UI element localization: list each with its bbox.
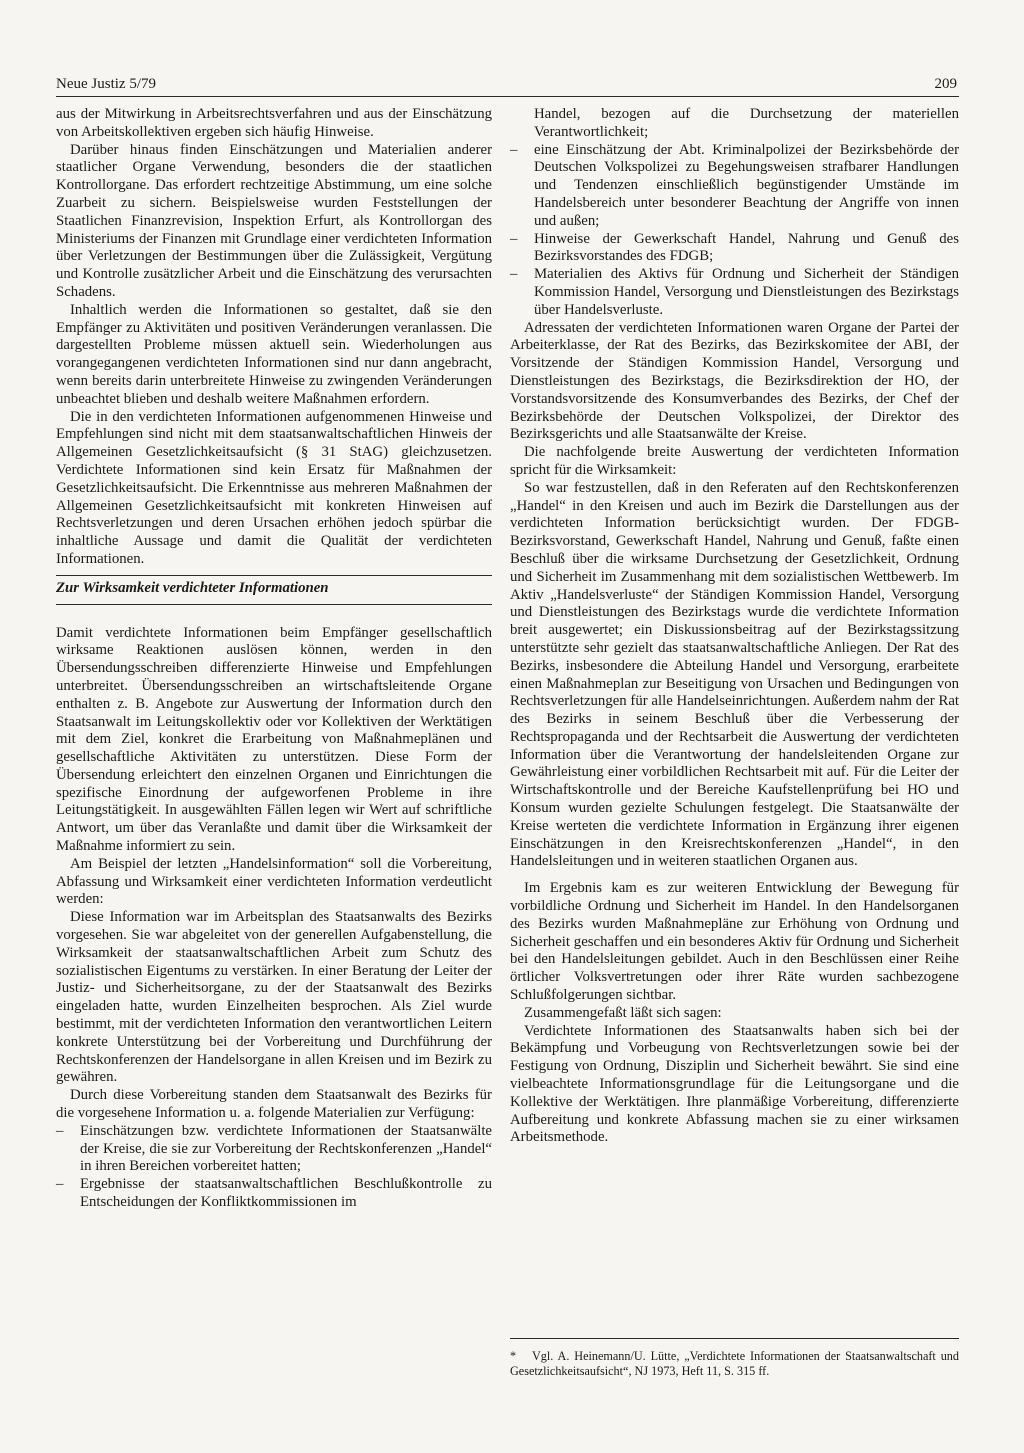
page-number: 209 [934,76,957,92]
paragraph: Diese Information war im Arbeitsplan des Staatsanwalts des Bezirks vorgesehen. Sie war abgeleitet von der generellen Aufgabenstellung, die Wirksamkeit der staatsanwaltschaftlichen Arbeit zum Schutz des sozialistischen Eigentums zu verstärken. In einer Beratung der Leiter der Justiz- und Sicherheitsorgane, zu der der Staatsanwalt des Bezirks eingeladen hatte, wurden Einzelheiten besprochen. Als Ziel wurde bestimmt, mit der verdichteten Information den verantwortlichen Leitern konkrete Unterstützung bei der Vorbereitung und Durchführung der Rechtskonferenzen der Handelsorgane in allen Kreisen und im Bezirk zu gewähren. [56,909,492,1086]
paragraph: Im Ergebnis kam es zur weiteren Entwicklung der Bewegung für vorbildliche Ordnung und Sicherheit im Handel. In den Handelsorganen des Bezirks wurden Maßnahmepläne zur Erhöhung von Ordnung und Sicherheit geschaffen und ein besonderes Aktiv für Ordnung und Sicherheit bei den Handelsleitungen gebildet. Auch in den Beschlüssen einer Reihe örtlicher Volksvertretungen oder ihrer Räte wurden sachbezogene Schlußfolgerungen sichtbar. [510,880,959,1004]
list-item: – Ergebnisse der staatsanwaltschaftlichen Beschlußkontrolle zu Entscheidungen der Konfliktkommissionen im [56,1176,492,1212]
paragraph: Am Beispiel der letzten „Handelsinformation“ soll die Vorbereitung, Abfassung und Wirksamkeit einer verdichteten Information verdeutlicht werden: [56,855,492,908]
left-column [56,106,492,1212]
paragraph: Adressaten der verdichteten Informationen waren Organe der Partei der Arbeiterklasse, der Rat des Bezirks, das Bezirkskomitee der ABI, der Vorsitzende der Ständigen Kommission Handel, Versorgung und Dienstleistungen des Bezirkstags, die Bezirksdirektion der HO, der Vorstandsvorsitzende des Konsumverbandes des Bezirks, der Chef der Bezirksbehörde der Deutschen Volkspolizei, der Direktor des Bezirksgerichts und alle Staatsanwälte der Kreise. [510,319,959,443]
section-heading: Zur Wirksamkeit verdichteter Informationen [56,576,492,605]
paragraph: Die nachfolgende breite Auswertung der verdichteten Information spricht für die Wirksamkeit: [510,444,959,478]
footnote-marker: * [510,1349,517,1363]
page-header [56,74,959,97]
paragraph: Verdichtete Informationen des Staatsanwalts haben sich bei der Bekämpfung und Vorbeugung von Rechtsverletzungen sowie bei der Festigung von Ordnung, Disziplin und Sicherheit bewährt. Sie sind eine vielbeachtete Informationsgrundlage für die Leitungsorgane und die Kollektive der Werktätigen. Ihre planmäßige Vorbereitung, differenzierte Aufbereitung und konkrete Abfassung machen sie zu einer wirksamen Arbeitsmethode. [510,1022,959,1146]
list-item: – Hinweise der Gewerkschaft Handel, Nahrung und Genuß des Bezirksvorstandes des FDGB; [510,231,959,267]
paragraph: Inhaltlich werden die Informationen so gestaltet, daß sie den Empfänger zu Aktivitäten und positiven Veränderungen veranlassen. Die dargestellten Probleme müssen aktuell sein. Wiederholungen aus vorangegangenen verdichteten Informationen sind nur dann angebracht, wenn bereits darin unterbreitete Hinweise zu zwingenden Veränderungen unbeachtet blieben und deshalb weitere Maßnahmen erfordern. [56,301,492,407]
paragraph: Damit verdichtete Informationen beim Empfänger gesellschaftlich wirksame Reaktionen auslösen können, werden in den Übersendungsschreiben differenzierte Hinweise und Empfehlungen unterbreitet. Übersendungsschreiben an wirtschaftsleitende Organe enthalten z. B. Angebote zur Auswertung der Information durch den Staatsanwalt im Leitungskollektiv oder vor Kollektiven der Werktätigen mit dem Ziel, konkret die Erarbeitung von Maßnahmeplänen und gesellschaftliche Aktivitäten zu unterstützen. Diese Form der Übersendung erleichtert den einzelnen Organen und Einrichtungen die spezifische Einordnung der aufgeworfenen Probleme in ihre Leitungstätigkeit. In ausgewählten Fällen legen wir Wert auf schriftliche Antwort, um über das Veranlaßte und damit über die Wirksamkeit der Maßnahme informiert zu sein. [56,624,492,855]
journal-page [56,74,959,1378]
spacer [510,871,959,880]
list-item: – Materialien des Aktivs für Ordnung und Sicherheit der Ständigen Kommission Handel, Versorgung und Dienstleistungen des Bezirkstags über Handelsverluste. [510,266,959,319]
paragraph: Zusammengefaßt läßt sich sagen: [524,1004,722,1021]
footnote-text: Vgl. A. Heinemann/U. Lütte, „Verdichtete Informationen der Staatsanwaltschaft und Gesetzlichkeitsaufsicht“, NJ 1973, Heft 11, S. 315 ff. [510,1349,959,1378]
paragraph: Darüber hinaus finden Einschätzungen und Materialien anderer staatlicher Organe Verwendung, besonders die der staatlichen Kontrollorgane. Das erfordert rechtzeitige Abstimmung, um eine solche Zuarbeit zu sichern. Beispielsweise wurden Feststellungen der Staatlichen Finanzrevision, Inspektion Erfurt, als Kontrollorgan des Ministeriums der Finanzen mit Grundlage einer verdichteten Information über Verletzungen der Bestimmungen über die Zulässigkeit, Vergütung und Kontrolle zusätzlicher Arbeit und die Einschätzung des verursachten Schadens. [56,141,492,300]
list-item: – eine Einschätzung der Abt. Kriminalpolizei der Bezirksbehörde der Deutschen Volkspolizei zu Begehungsweisen strafbarer Handlungen und Tendenzen einschließlich begünstigender Umstände im Handelsbereich unter besonderer Beachtung der Angriffe von innen und außen; [510,142,959,231]
list-item: – Einschätzungen bzw. verdichtete Informationen der Staatsanwälte der Kreise, die sie zur Vorbereitung der Rechtskonferenzen „Handel“ in ihren Bereichen vorbereitet hatten; [56,1123,492,1176]
materials-list-continued [510,142,959,320]
paragraph: Die in den verdichteten Informationen aufgenommenen Hinweise und Empfehlungen sind nicht mit dem staatsanwaltschaftlichen Hinweis der Allgemeinen Gesetzlichkeitsaufsicht (§ 31 StAG) gleichzusetzen. Verdichtete Informationen sind kein Ersatz für Maßnahmen der Gesetzlichkeitsaufsicht. Die Erkenntnisse aus mehreren Maßnahmen der Allgemeinen Gesetzlichkeitsaufsicht mit konkreten Hinweisen auf Rechtsverletzungen und deren Ursachen erhöhen jedoch spürbar die inhaltliche Aussage und damit die Qualität der verdichteten Informationen. [56,408,492,567]
footnote [510,1338,959,1379]
journal-title: Neue Justiz 5/79 [56,76,156,92]
list-continuation: Handel, bezogen auf die Durchsetzung der materiellen Verantwortlichkeit; [534,106,959,140]
paragraph: aus der Mitwirkung in Arbeitsrechtsverfahren und aus der Einschätzung von Arbeitskollektiven ergeben sich häufig Hinweise. [56,106,492,140]
paragraph: Durch diese Vorbereitung standen dem Staatsanwalt des Bezirks für die vorgesehene Information u. a. folgende Materialien zur Verfügung: [56,1087,492,1122]
materials-list [56,1123,492,1212]
right-column [510,106,959,1147]
paragraph: So war festzustellen, daß in den Referaten auf den Rechtskonferenzen „Handel“ in den Kreisen und auch im Bezirk die Darstellungen aus der verdichteten Information berücksichtigt wurden. Der FDGB-Bezirksvorstand, Gewerkschaft Handel, Nahrung und Genuß, faßte einen Beschluß über die wirksame Durchsetzung der Gesetzlichkeit, Ordnung und Sicherheit im Zusammenhang mit dem sozialistischen Wettbewerb. Im Aktiv „Handelsverluste“ der Ständigen Kommission Handel, Versorgung und Dienstleistungen des Bezirkstags wurde die verdichtete Information breit ausgewertet; ein Diskussionsbeitrag auf der Bezirkstagssitzung unterstützte sehr gezielt das staatsanwaltschaftliche Anliegen. Der Rat des Bezirks, insbesondere die Abteilung Handel und Versorgung, erarbeitete einen Maßnahmeplan zur Beseitigung von Ursachen und Bedingungen von Rechtsverletzungen für alle Handelseinrichtungen. Außerdem nahm der Rat des Bezirks in seinem Beschluß über die Verbesserung der Rechtspropaganda und der Rechtsarbeit die Auswertung der verdichteten Information über die Verantwortung der handelsleitenden Organe zur Gewährleistung einer vorbildlichen Rechtsarbeit mit auf. Für die Leiter der Wirtschaftskontrolle und der Bereiche Kaufstellenprüfung bei HO und Konsum wurden gezielte Schulungen festgelegt. Die Staatsanwälte der Kreise werteten die verdichtete Information in Ergänzung ihrer eigenen Einschätzungen in den Kreisrechtskonferenzen „Handel“, in den Handelsleitungen und in weiteren staatlichen Organen aus. [510,479,959,870]
